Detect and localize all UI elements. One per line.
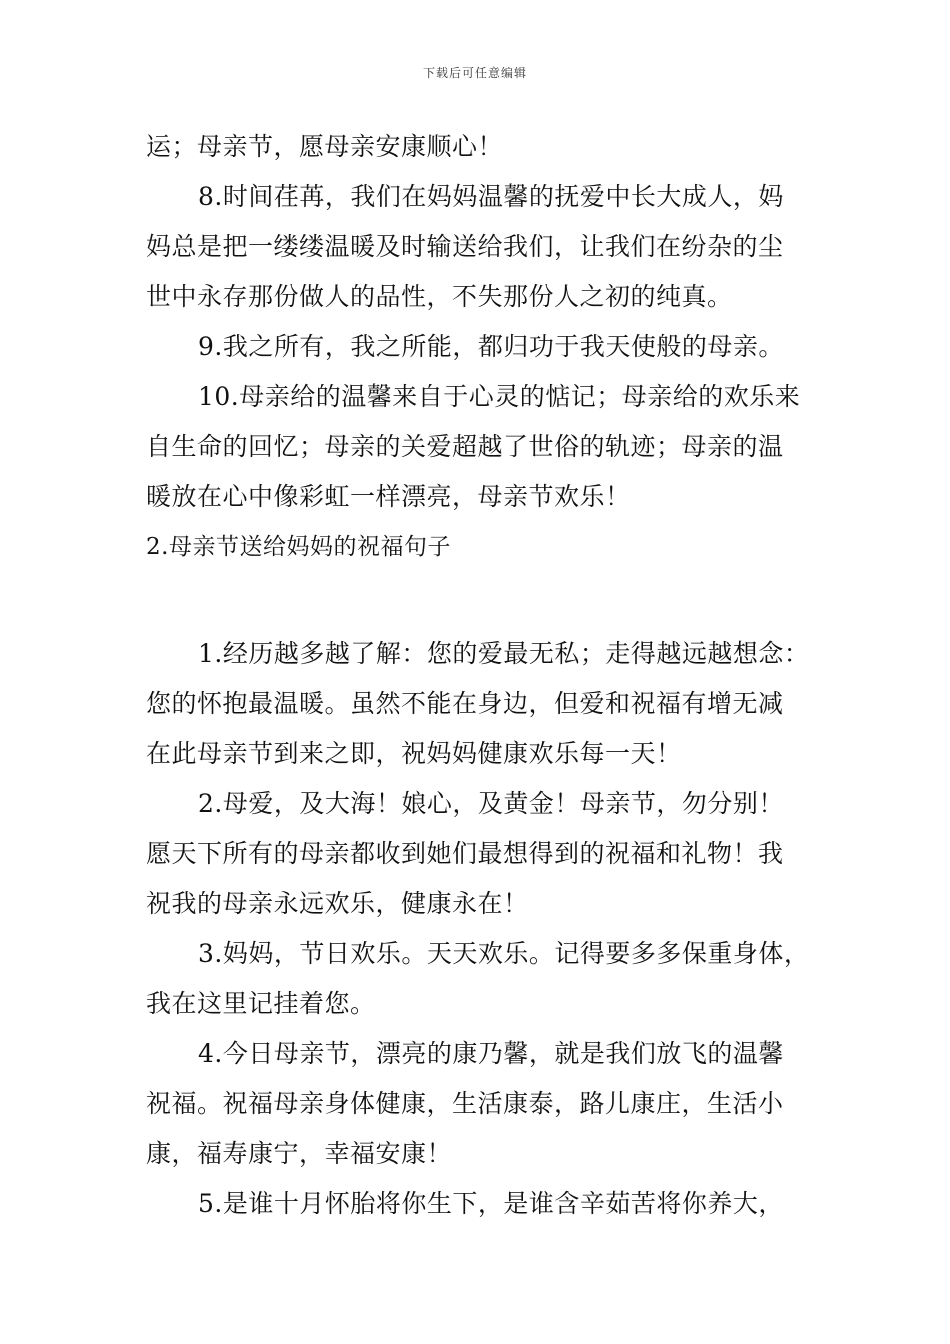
text-line: 9.我之所有，我之所能，都归功于我天使般的母亲。 <box>198 332 784 361</box>
text-line: 5.是谁十月怀胎将你生下，是谁含辛茹苦将你养大， <box>198 1189 784 1218</box>
text-line: 暖放在心中像彩虹一样漂亮，母亲节欢乐！ <box>146 482 631 511</box>
text-line: 妈总是把一缕缕温暖及时输送给我们，让我们在纷杂的尘 <box>146 232 784 261</box>
text-line: 运；母亲节，愿母亲安康顺心！ <box>146 132 504 161</box>
text-line: 自生命的回忆；母亲的关爱超越了世俗的轨迹；母亲的温 <box>146 432 784 461</box>
text-line: 世中永存那份做人的品性，不失那份人之初的纯真。 <box>146 282 733 311</box>
text-line: 康，福寿康宁，幸福安康！ <box>146 1139 453 1168</box>
text-line: 3.妈妈，节日欢乐。天天欢乐。记得要多多保重身体， <box>198 939 810 968</box>
text-line: 在此母亲节到来之即，祝妈妈健康欢乐每一天！ <box>146 739 682 768</box>
document-body <box>146 122 836 1229</box>
text-line: 2.母爱，及大海！娘心，及黄金！母亲节，勿分别！ <box>198 789 784 818</box>
text-line: 8.时间荏苒，我们在妈妈温馨的抚爱中长大成人，妈 <box>198 182 784 211</box>
text-line: 10.母亲给的温馨来自于心灵的惦记；母亲给的欢乐来 <box>198 382 801 411</box>
text-line: 1.经历越多越了解：您的爱最无私；走得越远越想念： <box>198 639 810 668</box>
text-line: 祝福。祝福母亲身体健康，生活康泰，路儿康庄，生活小 <box>146 1089 784 1118</box>
text-line: 4.今日母亲节，漂亮的康乃馨，就是我们放飞的温馨 <box>198 1039 784 1068</box>
text-line: 您的怀抱最温暖。虽然不能在身边，但爱和祝福有增无减 <box>146 689 784 718</box>
blank-space <box>146 572 836 629</box>
text-line: 愿天下所有的母亲都收到她们最想得到的祝福和礼物！我 <box>146 839 784 868</box>
page-header: 下载后可任意编辑 <box>422 66 527 80</box>
section-heading: 2.母亲节送给妈妈的祝福句子 <box>146 534 451 560</box>
text-line: 祝我的母亲永远欢乐，健康永在！ <box>146 889 529 918</box>
text-line: 我在这里记挂着您。 <box>146 989 376 1018</box>
